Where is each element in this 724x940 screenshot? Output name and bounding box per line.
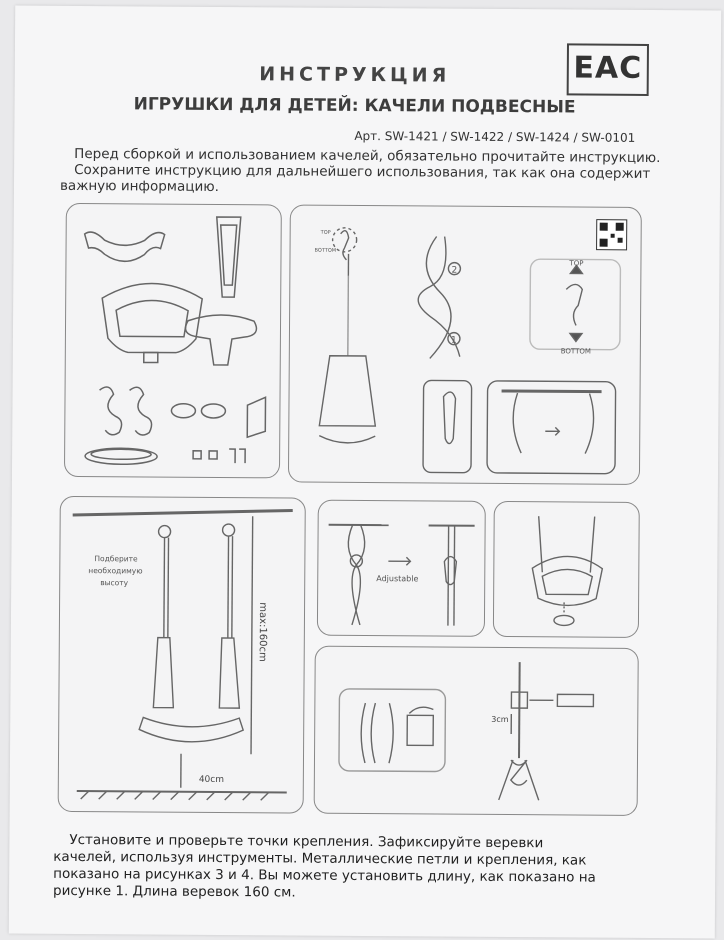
eac-mark: EAC [567, 43, 649, 96]
ground-gap-label: 40cm [198, 774, 225, 786]
intro-line: Перед сборкой и использованием качелей, обязательно прочитайте инструкцию. [74, 145, 661, 167]
qr-code-icon [597, 220, 627, 250]
baby-seat-panel [493, 501, 640, 638]
adjust-illustration [318, 501, 485, 636]
footer-line: рисунке 1. Длина веревок 160 см. [53, 882, 296, 901]
top-label: TOP [569, 259, 584, 268]
bolt-illustration [315, 647, 638, 815]
ground-line [77, 791, 287, 792]
bolt-gap-label: 3cm [491, 714, 509, 725]
footer-line: Установите и проверьте точки крепления. Зафиксируйте веревки [69, 831, 544, 852]
installation-illustration [59, 497, 305, 813]
cap-icon [171, 404, 195, 418]
intro-text [60, 146, 680, 198]
installation-panel [58, 496, 306, 814]
height-hint-line: высоту [100, 578, 129, 588]
bolt-panel [314, 646, 639, 816]
step-1-label: 1 [451, 335, 457, 346]
seat-part-icon [84, 232, 164, 262]
intro-line: Сохраните инструкцию для дальнейшего использования, так как она содержит [74, 161, 651, 182]
top-small-label: TOP [320, 229, 331, 236]
s-hook-icon [99, 387, 122, 435]
beam-icon [73, 509, 293, 517]
footer-line: качелей, используя инструменты. Металлические петли и крепления, как [53, 848, 587, 869]
footer-line: показано на рисунках 3 и 4. Вы можете установить длину, как показано на [53, 865, 596, 886]
instruction-sheet [9, 6, 721, 939]
page-title: ИНСТРУКЦИЯ [259, 63, 451, 87]
parts-illustration [65, 204, 281, 477]
page-subtitle: ИГРУШКИ ДЛЯ ДЕТЕЙ: КАЧЕЛИ ПОДВЕСНЫЕ [133, 94, 576, 118]
s-hook-icon [129, 387, 152, 435]
screw-icon [193, 449, 245, 463]
baby-seat-illustration [494, 502, 639, 637]
step-2-label: 2 [451, 265, 458, 276]
adjustable-label: Adjustable [376, 574, 419, 584]
bottom-small-label: BOTTOM [314, 247, 337, 254]
swing-seat-icon [139, 717, 243, 742]
footer-text [53, 832, 679, 904]
bottom-label: BOTTOM [560, 347, 591, 356]
max-length-label: max:160cm [256, 602, 269, 662]
height-hint-line: Подберите [94, 554, 138, 564]
intro-line: важную информацию. [59, 177, 219, 195]
manual-icon [247, 397, 265, 437]
height-hint-line: необходимую [88, 566, 143, 576]
adjust-panel [317, 500, 486, 637]
t-seat-icon [185, 315, 256, 365]
article-numbers: Арт. SW-1421 / SW-1422 / SW-1424 / SW-0101 [354, 128, 636, 145]
assembly-illustration [289, 205, 641, 483]
hook-icon [566, 284, 582, 325]
bolt-icon [529, 694, 593, 706]
parts-panel [64, 203, 282, 479]
swing-seat-icon [319, 356, 375, 426]
assembly-panel [288, 204, 642, 484]
